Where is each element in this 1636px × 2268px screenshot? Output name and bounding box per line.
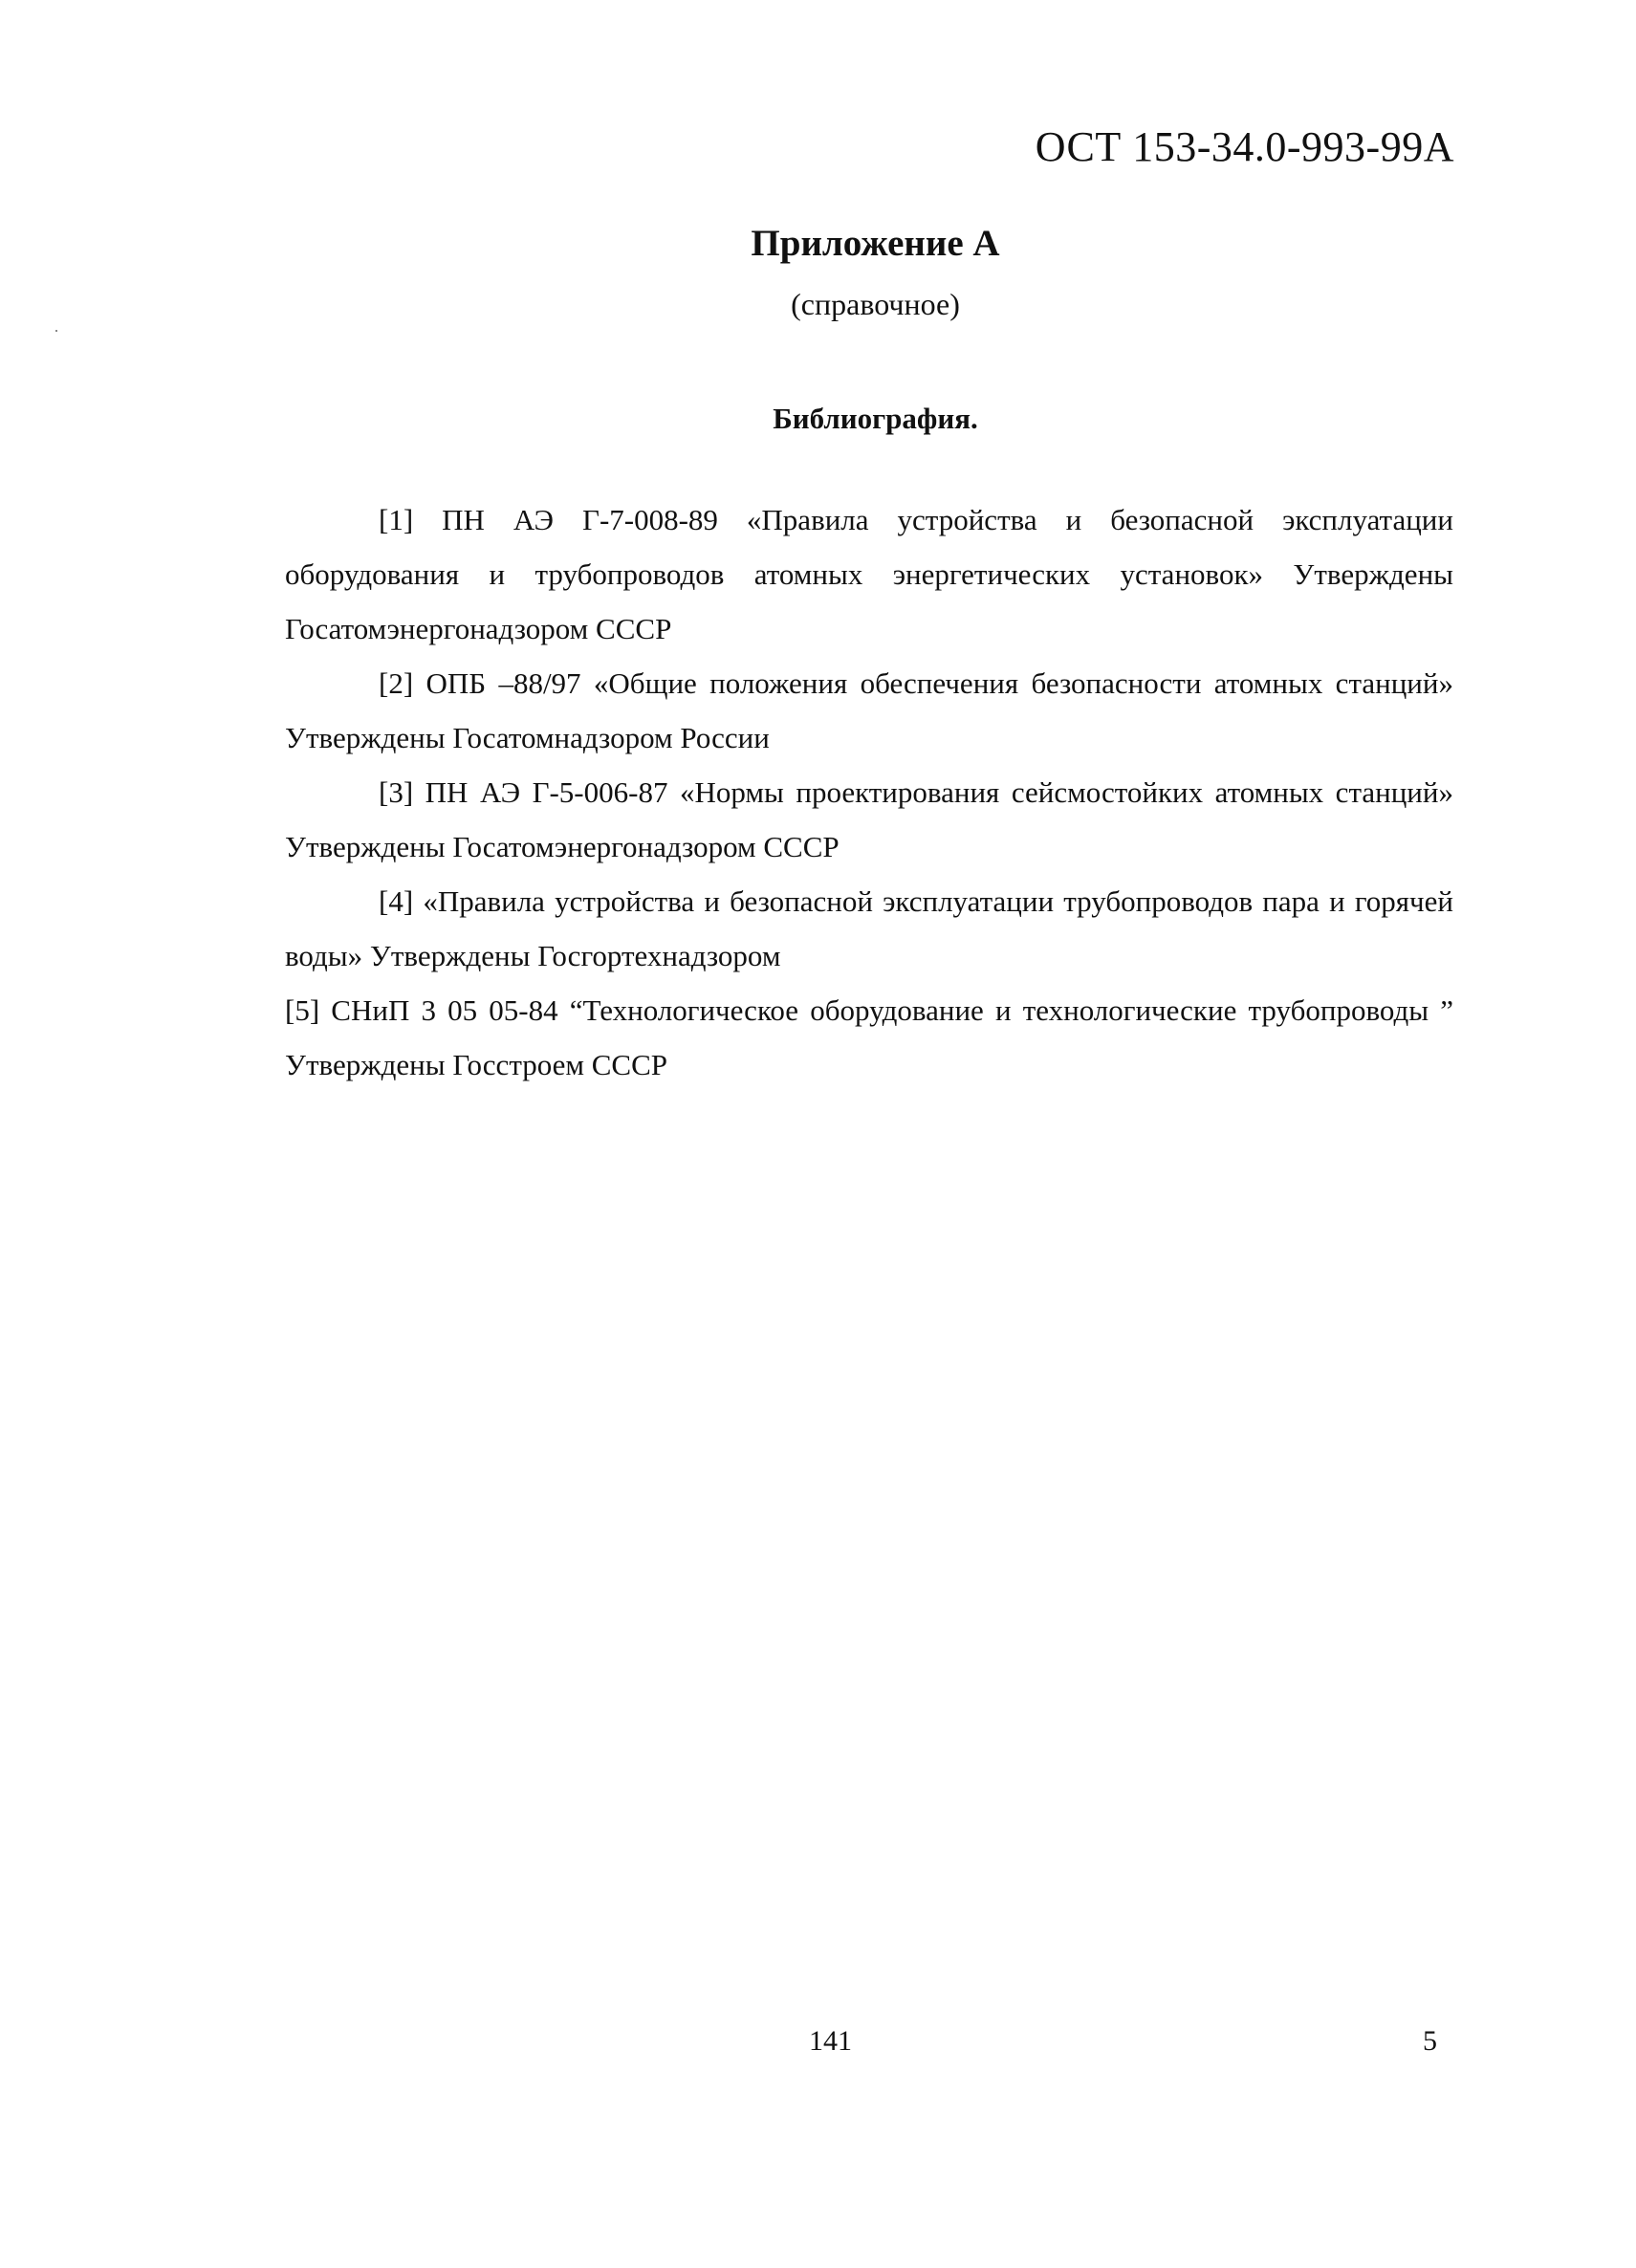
page-number-right: 5 <box>1423 2025 1437 2057</box>
bibliography-entry: [2] ОПБ –88/97 «Общие положения обеспечения безопасности атомных станций» Утверждены Госатомнадзором России <box>285 666 1453 754</box>
appendix-title: Приложение А <box>751 223 1000 264</box>
appendix-subtitle: (справочное) <box>791 287 960 321</box>
bibliography-entry: [3] ПН АЭ Г-5-006-87 «Нормы проектирования сейсмостойких атомных станций» Утверждены Госатомэнергонадзором СССР <box>285 775 1453 863</box>
document-code: ОСТ 153-34.0-993-99А <box>1035 123 1454 170</box>
bibliography-list <box>285 492 1453 1092</box>
page-number-center: 141 <box>809 2025 852 2057</box>
scan-mark <box>55 330 57 332</box>
bibliography-heading: Библиография. <box>773 402 978 435</box>
bibliography-entry: [4] «Правила устройства и безопасной эксплуатации трубопроводов пара и горячей воды» Утверждены Госгортехнадзором <box>285 884 1453 972</box>
bibliography-entry: [1] ПН АЭ Г-7-008-89 «Правила устройства и безопасной эксплуатации оборудования и трубопроводов атомных энергетических установок» Утверждены Госатомэнергонадзором СССР <box>285 503 1453 645</box>
bibliography-entry: [5] СНиП 3 05 05-84 “Технологическое оборудование и технологические трубопроводы ” Утверждены Госстроем СССР <box>285 993 1453 1081</box>
